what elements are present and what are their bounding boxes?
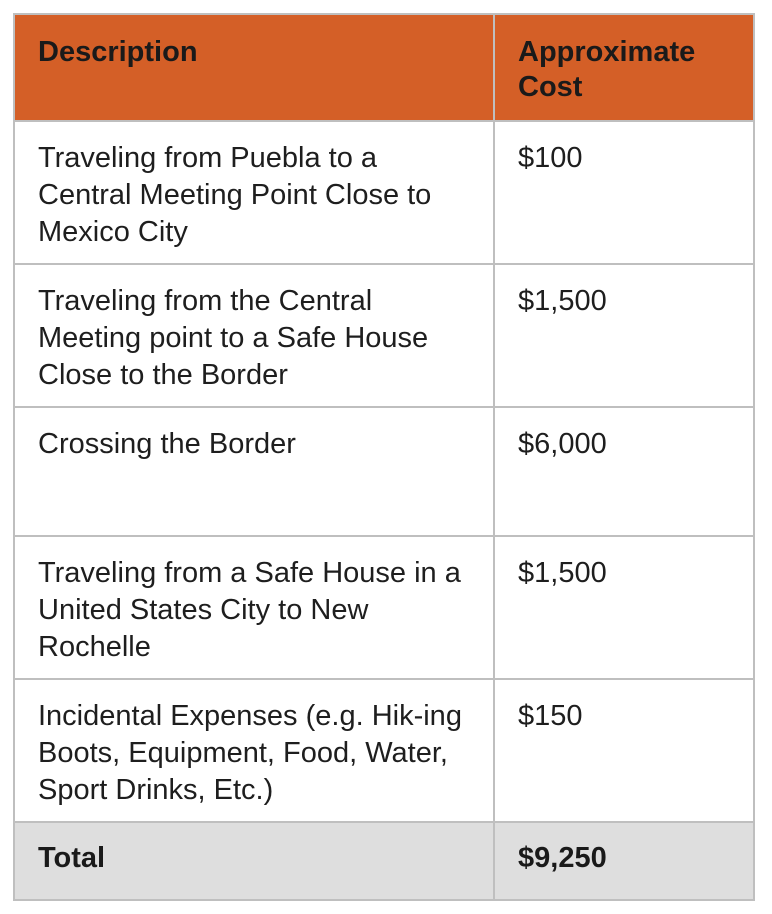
total-row: [14, 822, 754, 900]
total-label: Total: [14, 822, 494, 900]
description-column-header: Description: [14, 14, 494, 121]
row-cost: $6,000: [494, 407, 754, 536]
table-row: [14, 679, 754, 822]
header-row: [14, 14, 754, 121]
row-cost: $150: [494, 679, 754, 822]
table-row: [14, 121, 754, 264]
row-description: Traveling from Puebla to a Central Meeting Point Close to Mexico City: [14, 121, 494, 264]
row-cost: $100: [494, 121, 754, 264]
row-description: Crossing the Border: [14, 407, 494, 536]
table-footer: [14, 822, 754, 900]
cost-column-header: Approximate Cost: [494, 14, 754, 121]
row-cost: $1,500: [494, 536, 754, 679]
table-row: [14, 407, 754, 536]
cost-table: [13, 13, 755, 901]
row-description: Incidental Expenses (e.g. Hik-ing Boots, Equipment, Food, Water, Sport Drinks, Etc.): [14, 679, 494, 822]
table-row: [14, 536, 754, 679]
table-row: [14, 264, 754, 407]
row-description: Traveling from the Central Meeting point to a Safe House Close to the Border: [14, 264, 494, 407]
total-value: $9,250: [494, 822, 754, 900]
row-cost: $1,500: [494, 264, 754, 407]
table-body: [14, 121, 754, 822]
row-description: Traveling from a Safe House in a United States City to New Rochelle: [14, 536, 494, 679]
table-header: [14, 14, 754, 121]
